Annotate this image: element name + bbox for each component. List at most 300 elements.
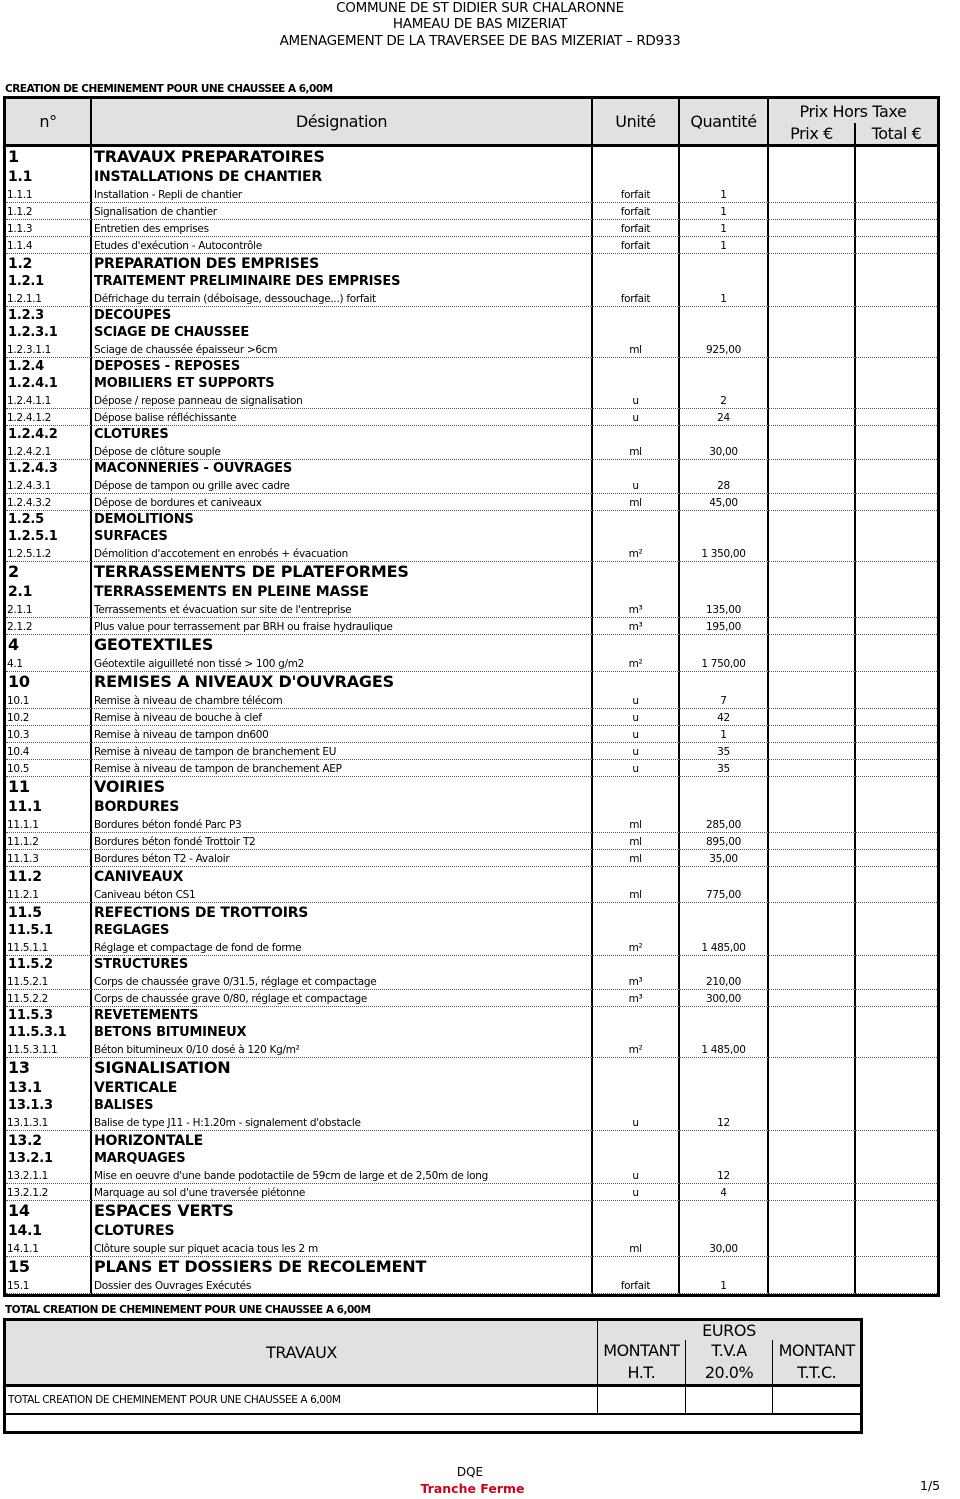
summary-header xyxy=(6,1321,860,1387)
row-total[interactable] xyxy=(856,1184,937,1201)
row-total[interactable] xyxy=(856,816,937,833)
row-designation: BETONS BITUMINEUX xyxy=(92,1024,593,1041)
row-prix[interactable] xyxy=(769,903,856,922)
row-prix[interactable] xyxy=(769,528,856,545)
row-prix[interactable] xyxy=(769,203,856,220)
col-header-no: n° xyxy=(6,99,92,144)
table-section-row xyxy=(6,582,937,601)
row-prix[interactable] xyxy=(769,1184,856,1201)
row-quantite: 1 xyxy=(680,186,769,203)
row-total[interactable] xyxy=(856,797,937,816)
row-prix[interactable] xyxy=(769,1221,856,1240)
row-unite xyxy=(593,1131,680,1150)
row-total[interactable] xyxy=(856,147,937,167)
row-total[interactable] xyxy=(856,254,937,273)
row-prix[interactable] xyxy=(769,1131,856,1150)
row-number: 11.5.3.1 xyxy=(6,1024,92,1041)
row-total[interactable] xyxy=(856,833,937,850)
row-total[interactable] xyxy=(856,186,937,203)
row-quantite: 30,00 xyxy=(680,1240,769,1257)
row-total[interactable] xyxy=(856,886,937,903)
summary-total-tva[interactable] xyxy=(686,1387,774,1413)
row-total[interactable] xyxy=(856,220,937,237)
row-number: 2.1 xyxy=(6,582,92,601)
row-prix[interactable] xyxy=(769,1114,856,1131)
row-quantite xyxy=(680,1024,769,1041)
row-unite: forfait xyxy=(593,290,680,307)
row-designation: Démolition d'accotement en enrobés + évacuation xyxy=(92,545,593,562)
row-prix[interactable] xyxy=(769,956,856,973)
row-unite: u xyxy=(593,743,680,760)
row-prix[interactable] xyxy=(769,392,856,409)
row-designation: Dépose de bordures et caniveaux xyxy=(92,494,593,511)
row-prix[interactable] xyxy=(769,358,856,375)
row-prix[interactable] xyxy=(769,692,856,709)
row-quantite xyxy=(680,273,769,290)
row-quantite xyxy=(680,426,769,443)
row-number: 1.2.4.1.2 xyxy=(6,409,92,426)
row-total[interactable] xyxy=(856,1201,937,1221)
row-total[interactable] xyxy=(856,324,937,341)
row-prix[interactable] xyxy=(769,743,856,760)
row-number: 1.2.3.1 xyxy=(6,324,92,341)
row-total[interactable] xyxy=(856,582,937,601)
row-number: 13.2.1.2 xyxy=(6,1184,92,1201)
row-total[interactable] xyxy=(856,635,937,655)
row-unite: u xyxy=(593,726,680,743)
col-header-prix-group xyxy=(769,99,937,144)
row-total[interactable] xyxy=(856,973,937,990)
row-total[interactable] xyxy=(856,341,937,358)
summary-total-ttc[interactable] xyxy=(773,1387,860,1413)
row-quantite xyxy=(680,582,769,601)
row-designation: Dépose de tampon ou grille avec cadre xyxy=(92,477,593,494)
col-header-prix-hors-taxe: Prix Hors Taxe xyxy=(799,101,907,121)
row-number: 1.2.5.1.2 xyxy=(6,545,92,562)
table-section-row xyxy=(6,1221,937,1240)
row-prix[interactable] xyxy=(769,375,856,392)
row-total[interactable] xyxy=(856,867,937,886)
table-section-row xyxy=(6,254,937,273)
table-section-row xyxy=(6,1007,937,1024)
summary-total-ht[interactable] xyxy=(598,1387,686,1413)
table-row xyxy=(6,760,937,777)
row-total[interactable] xyxy=(856,1150,937,1167)
table-section-row xyxy=(6,797,937,816)
row-total[interactable] xyxy=(856,601,937,618)
row-prix[interactable] xyxy=(769,273,856,290)
row-prix[interactable] xyxy=(769,409,856,426)
row-total[interactable] xyxy=(856,511,937,528)
row-quantite xyxy=(680,562,769,582)
row-prix[interactable] xyxy=(769,635,856,655)
row-total[interactable] xyxy=(856,443,937,460)
table-row xyxy=(6,833,937,850)
row-prix[interactable] xyxy=(769,709,856,726)
row-total[interactable] xyxy=(856,273,937,290)
row-prix[interactable] xyxy=(769,1078,856,1097)
row-prix[interactable] xyxy=(769,1240,856,1257)
row-designation: PREPARATION DES EMPRISES xyxy=(92,254,593,273)
row-total[interactable] xyxy=(856,1257,937,1277)
row-quantite: 925,00 xyxy=(680,341,769,358)
row-quantite xyxy=(680,460,769,477)
row-number: 13.2.1.1 xyxy=(6,1167,92,1184)
row-number: 1.2.4.2 xyxy=(6,426,92,443)
summary-euros-header: EUROS xyxy=(702,1321,756,1340)
row-prix[interactable] xyxy=(769,426,856,443)
row-number: 10 xyxy=(6,672,92,692)
row-prix[interactable] xyxy=(769,672,856,692)
row-designation: Béton bitumineux 0/10 dosé à 120 Kg/m² xyxy=(92,1041,593,1058)
row-quantite xyxy=(680,1131,769,1150)
row-prix[interactable] xyxy=(769,220,856,237)
row-total[interactable] xyxy=(856,990,937,1007)
row-number: 1.2.3 xyxy=(6,307,92,324)
table-section-row xyxy=(6,1097,937,1114)
table-section-row xyxy=(6,672,937,692)
table-row xyxy=(6,726,937,743)
row-prix[interactable] xyxy=(769,1201,856,1221)
row-quantite: 135,00 xyxy=(680,601,769,618)
row-total[interactable] xyxy=(856,709,937,726)
row-total[interactable] xyxy=(856,1240,937,1257)
row-designation: Géotextile aiguilleté non tissé > 100 g/m2 xyxy=(92,655,593,672)
row-quantite xyxy=(680,1058,769,1078)
row-total[interactable] xyxy=(856,1277,937,1294)
row-unite xyxy=(593,460,680,477)
row-number: 11.5.3.1.1 xyxy=(6,1041,92,1058)
row-quantite: 1 xyxy=(680,1277,769,1294)
row-prix[interactable] xyxy=(769,760,856,777)
table-row xyxy=(6,743,937,760)
row-quantite: 1 350,00 xyxy=(680,545,769,562)
row-number: 10.4 xyxy=(6,743,92,760)
table-body xyxy=(6,147,937,1294)
row-designation: Dépose / repose panneau de signalisation xyxy=(92,392,593,409)
row-prix[interactable] xyxy=(769,167,856,186)
row-unite: ml xyxy=(593,816,680,833)
table-section-row xyxy=(6,1058,937,1078)
row-prix[interactable] xyxy=(769,777,856,797)
row-unite: ml xyxy=(593,443,680,460)
quantities-table xyxy=(3,96,940,1297)
row-designation: Bordures béton fondé Parc P3 xyxy=(92,816,593,833)
row-designation: REGLAGES xyxy=(92,922,593,939)
row-prix[interactable] xyxy=(769,1041,856,1058)
row-prix[interactable] xyxy=(769,833,856,850)
row-unite: m² xyxy=(593,545,680,562)
row-unite xyxy=(593,797,680,816)
row-number: 10.2 xyxy=(6,709,92,726)
row-number: 15.1 xyxy=(6,1277,92,1294)
row-unite: ml xyxy=(593,1240,680,1257)
row-total[interactable] xyxy=(856,1007,937,1024)
row-quantite xyxy=(680,375,769,392)
row-prix[interactable] xyxy=(769,147,856,167)
row-designation: Réglage et compactage de fond de forme xyxy=(92,939,593,956)
row-total[interactable] xyxy=(856,672,937,692)
table-row xyxy=(6,1114,937,1131)
row-prix[interactable] xyxy=(769,1257,856,1277)
row-total[interactable] xyxy=(856,726,937,743)
row-prix[interactable] xyxy=(769,511,856,528)
row-unite xyxy=(593,903,680,922)
row-number: 1.2.4.2.1 xyxy=(6,443,92,460)
footer-dqe: DQE xyxy=(456,1465,484,1479)
row-total[interactable] xyxy=(856,477,937,494)
row-total[interactable] xyxy=(856,956,937,973)
table-row xyxy=(6,1240,937,1257)
row-total[interactable] xyxy=(856,409,937,426)
row-number: 11 xyxy=(6,777,92,797)
row-total[interactable] xyxy=(856,939,937,956)
row-prix[interactable] xyxy=(769,816,856,833)
row-quantite xyxy=(680,1078,769,1097)
row-prix[interactable] xyxy=(769,562,856,582)
row-designation: Remise à niveau de bouche à clef xyxy=(92,709,593,726)
table-header xyxy=(6,99,937,147)
row-unite xyxy=(593,1221,680,1240)
row-prix[interactable] xyxy=(769,341,856,358)
row-quantite: 1 xyxy=(680,237,769,254)
row-total[interactable] xyxy=(856,203,937,220)
row-quantite: 4 xyxy=(680,1184,769,1201)
row-number: 1 xyxy=(6,147,92,167)
row-quantite xyxy=(680,1201,769,1221)
row-designation: TRAVAUX PREPARATOIRES xyxy=(92,147,593,167)
footer-tranche: Tranche Ferme xyxy=(420,1481,525,1496)
row-total[interactable] xyxy=(856,903,937,922)
row-prix[interactable] xyxy=(769,939,856,956)
row-unite xyxy=(593,1257,680,1277)
row-prix[interactable] xyxy=(769,545,856,562)
row-quantite xyxy=(680,528,769,545)
table-section-row xyxy=(6,460,937,477)
row-total[interactable] xyxy=(856,1131,937,1150)
row-designation: Clôture souple sur piquet acacia tous les 2 m xyxy=(92,1240,593,1257)
row-prix[interactable] xyxy=(769,460,856,477)
table-row xyxy=(6,990,937,1007)
table-section-row xyxy=(6,307,937,324)
row-total[interactable] xyxy=(856,237,937,254)
row-total[interactable] xyxy=(856,494,937,511)
row-unite xyxy=(593,922,680,939)
row-prix[interactable] xyxy=(769,922,856,939)
row-prix[interactable] xyxy=(769,1097,856,1114)
row-prix[interactable] xyxy=(769,494,856,511)
row-number: 4.1 xyxy=(6,655,92,672)
row-total[interactable] xyxy=(856,760,937,777)
row-unite xyxy=(593,777,680,797)
row-prix[interactable] xyxy=(769,1007,856,1024)
row-total[interactable] xyxy=(856,850,937,867)
row-total[interactable] xyxy=(856,358,937,375)
row-total[interactable] xyxy=(856,290,937,307)
row-designation: CANIVEAUX xyxy=(92,867,593,886)
row-quantite xyxy=(680,324,769,341)
row-prix[interactable] xyxy=(769,324,856,341)
row-total[interactable] xyxy=(856,392,937,409)
row-unite xyxy=(593,324,680,341)
row-prix[interactable] xyxy=(769,655,856,672)
row-number: 11.2.1 xyxy=(6,886,92,903)
row-total[interactable] xyxy=(856,562,937,582)
row-total[interactable] xyxy=(856,167,937,186)
row-total[interactable] xyxy=(856,545,937,562)
row-unite xyxy=(593,1058,680,1078)
row-quantite: 1 485,00 xyxy=(680,1041,769,1058)
row-prix[interactable] xyxy=(769,237,856,254)
row-quantite: 28 xyxy=(680,477,769,494)
row-total[interactable] xyxy=(856,375,937,392)
row-designation: INSTALLATIONS DE CHANTIER xyxy=(92,167,593,186)
row-total[interactable] xyxy=(856,1114,937,1131)
row-prix[interactable] xyxy=(769,1150,856,1167)
row-prix[interactable] xyxy=(769,1058,856,1078)
summary-col-tva xyxy=(686,1340,774,1384)
table-section-row xyxy=(6,426,937,443)
row-unite xyxy=(593,1078,680,1097)
row-prix[interactable] xyxy=(769,1024,856,1041)
row-prix[interactable] xyxy=(769,726,856,743)
row-prix[interactable] xyxy=(769,443,856,460)
row-designation: Balise de type J11 - H:1.20m - signalement d'obstacle xyxy=(92,1114,593,1131)
row-prix[interactable] xyxy=(769,618,856,635)
row-designation: HORIZONTALE xyxy=(92,1131,593,1150)
row-total[interactable] xyxy=(856,777,937,797)
row-total[interactable] xyxy=(856,460,937,477)
row-total[interactable] xyxy=(856,1167,937,1184)
row-number: 4 xyxy=(6,635,92,655)
row-prix[interactable] xyxy=(769,1277,856,1294)
row-total[interactable] xyxy=(856,618,937,635)
row-number: 13 xyxy=(6,1058,92,1078)
row-total[interactable] xyxy=(856,692,937,709)
row-unite: m² xyxy=(593,939,680,956)
row-unite: m² xyxy=(593,655,680,672)
row-number: 11.5 xyxy=(6,903,92,922)
table-row xyxy=(6,939,937,956)
row-number: 1.2 xyxy=(6,254,92,273)
row-total[interactable] xyxy=(856,426,937,443)
table-section-row xyxy=(6,1201,937,1221)
header-hameau: HAMEAU DE BAS MIZERIAT xyxy=(392,16,568,32)
row-total[interactable] xyxy=(856,922,937,939)
row-quantite: 1 xyxy=(680,220,769,237)
row-designation: Plus value pour terrassement par BRH ou fraise hydraulique xyxy=(92,618,593,635)
row-prix[interactable] xyxy=(769,254,856,273)
row-designation: Défrichage du terrain (déboisage, dessouchage...) forfait xyxy=(92,290,593,307)
row-quantite: 45,00 xyxy=(680,494,769,511)
row-total[interactable] xyxy=(856,1078,937,1097)
table-section-row xyxy=(6,511,937,528)
row-prix[interactable] xyxy=(769,601,856,618)
row-unite: m³ xyxy=(593,601,680,618)
row-prix[interactable] xyxy=(769,477,856,494)
row-quantite: 24 xyxy=(680,409,769,426)
row-prix[interactable] xyxy=(769,973,856,990)
table-section-row xyxy=(6,167,937,186)
row-number: 1.2.5.1 xyxy=(6,528,92,545)
row-designation: SIGNALISATION xyxy=(92,1058,593,1078)
row-prix[interactable] xyxy=(769,290,856,307)
row-number: 1.2.3.1.1 xyxy=(6,341,92,358)
row-total[interactable] xyxy=(856,528,937,545)
table-row xyxy=(6,1041,937,1058)
row-prix[interactable] xyxy=(769,797,856,816)
summary-col-ttc-line1: MONTANT xyxy=(778,1341,855,1360)
row-number: 11.5.1.1 xyxy=(6,939,92,956)
table-section-row xyxy=(6,528,937,545)
row-number: 11.5.1 xyxy=(6,922,92,939)
row-number: 10.5 xyxy=(6,760,92,777)
row-total[interactable] xyxy=(856,1221,937,1240)
row-designation: VERTICALE xyxy=(92,1078,593,1097)
row-prix[interactable] xyxy=(769,867,856,886)
row-total[interactable] xyxy=(856,1058,937,1078)
table-row xyxy=(6,709,937,726)
row-unite xyxy=(593,635,680,655)
row-number: 2.1.1 xyxy=(6,601,92,618)
row-total[interactable] xyxy=(856,307,937,324)
row-total[interactable] xyxy=(856,1024,937,1041)
row-unite: u xyxy=(593,692,680,709)
header-project: AMENAGEMENT DE LA TRAVERSEE DE BAS MIZERIAT – RD933 xyxy=(279,33,681,49)
row-total[interactable] xyxy=(856,1041,937,1058)
row-quantite: 12 xyxy=(680,1114,769,1131)
row-number: 1.2.4.3 xyxy=(6,460,92,477)
row-prix[interactable] xyxy=(769,307,856,324)
row-quantite: 1 750,00 xyxy=(680,655,769,672)
table-row xyxy=(6,1167,937,1184)
row-designation: CLOTURES xyxy=(92,426,593,443)
row-designation: Corps de chaussée grave 0/31.5, réglage et compactage xyxy=(92,973,593,990)
table-section-row xyxy=(6,562,937,582)
row-designation: Bordures béton fondé Trottoir T2 xyxy=(92,833,593,850)
table-section-row xyxy=(6,777,937,797)
header-commune: COMMUNE DE ST DIDIER SUR CHALARONNE xyxy=(336,0,624,16)
row-number: 1.2.4 xyxy=(6,358,92,375)
row-prix[interactable] xyxy=(769,186,856,203)
row-total[interactable] xyxy=(856,1097,937,1114)
row-unite: forfait xyxy=(593,1277,680,1294)
table-row xyxy=(6,237,937,254)
row-quantite xyxy=(680,1007,769,1024)
row-prix[interactable] xyxy=(769,990,856,1007)
row-unite xyxy=(593,375,680,392)
table-row xyxy=(6,477,937,494)
row-prix[interactable] xyxy=(769,1167,856,1184)
row-number: 14 xyxy=(6,1201,92,1221)
row-unite xyxy=(593,1024,680,1041)
row-number: 1.2.4.1 xyxy=(6,375,92,392)
row-number: 11.5.3 xyxy=(6,1007,92,1024)
row-unite xyxy=(593,528,680,545)
row-designation: Remise à niveau de tampon dn600 xyxy=(92,726,593,743)
row-quantite xyxy=(680,956,769,973)
table-row xyxy=(6,1184,937,1201)
row-designation: DECOUPES xyxy=(92,307,593,324)
row-number: 10.3 xyxy=(6,726,92,743)
row-total[interactable] xyxy=(856,655,937,672)
row-total[interactable] xyxy=(856,743,937,760)
row-unite xyxy=(593,167,680,186)
row-prix[interactable] xyxy=(769,850,856,867)
row-prix[interactable] xyxy=(769,886,856,903)
row-number: 13.2.1 xyxy=(6,1150,92,1167)
row-prix[interactable] xyxy=(769,582,856,601)
